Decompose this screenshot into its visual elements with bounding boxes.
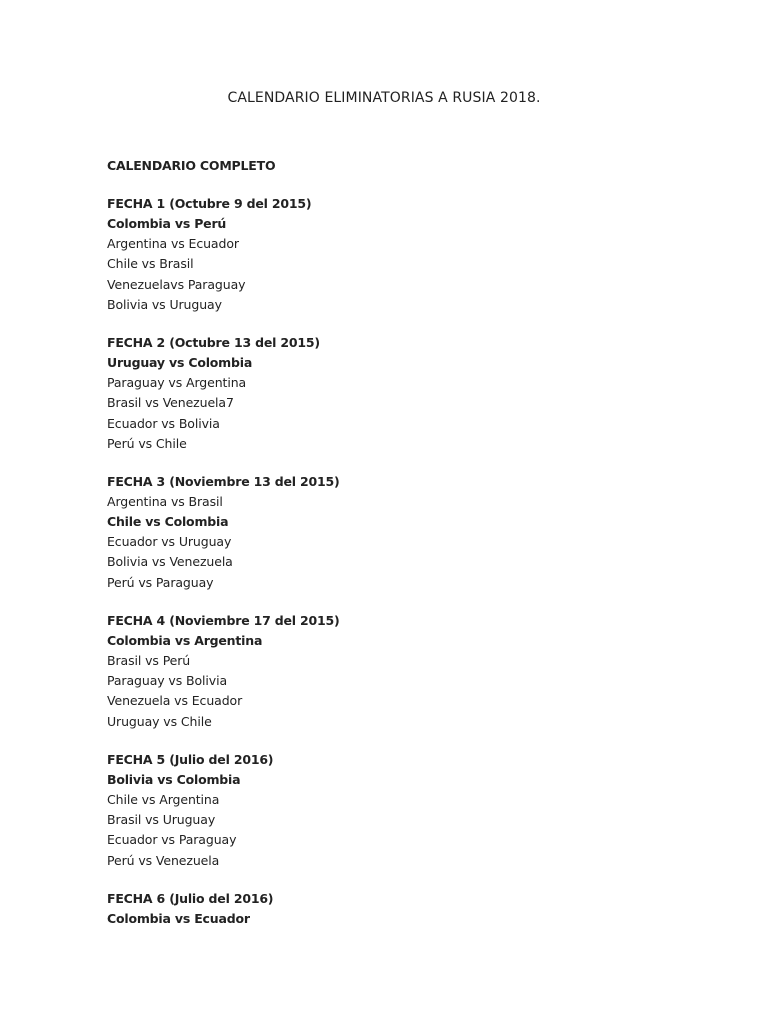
match-item: Ecuador vs Uruguay (107, 534, 232, 550)
match-item: Venezuelavs Paraguay (107, 276, 246, 292)
fecha-section (107, 750, 707, 871)
match-item-highlighted: Chile vs Colombia (107, 514, 229, 530)
match-item: Brasil vs Perú (107, 653, 191, 668)
match-item: Paraguay vs Bolivia (107, 673, 228, 689)
fecha-section (107, 611, 707, 732)
match-item: Brasil vs Venezuela7 (107, 395, 234, 411)
fecha-list (107, 194, 707, 929)
match-item: Argentina vs Brasil (107, 493, 223, 509)
match-item: Ecuador vs Bolivia (107, 415, 220, 431)
fecha-title: FECHA 4 (Noviembre 17 del 2015) (107, 612, 340, 628)
fecha-title: FECHA 5 (Julio del 2016) (107, 751, 274, 767)
fecha-section (107, 194, 707, 315)
match-item: Paraguay vs Argentina (107, 375, 247, 391)
match-item: Perú vs Paraguay (107, 574, 214, 590)
document-title: CALENDARIO ELIMINATORIAS A RUSIA 2018. (227, 90, 541, 106)
match-item: Argentina vs Ecuador (107, 236, 239, 252)
fecha-section (107, 472, 707, 593)
match-item-highlighted: Colombia vs Perú (107, 216, 227, 231)
fecha-title: FECHA 1 (Octubre 9 del 2015) (107, 196, 312, 211)
fecha-title: FECHA 2 (Octubre 13 del 2015) (107, 334, 320, 350)
match-item: Bolivia vs Venezuela (107, 554, 233, 570)
match-item: Ecuador vs Paraguay (107, 832, 237, 848)
fecha-section (107, 333, 707, 454)
match-item: Bolivia vs Uruguay (107, 296, 222, 312)
fecha-section (107, 889, 707, 929)
match-item: Uruguay vs Chile (107, 713, 212, 729)
fecha-title: FECHA 3 (Noviembre 13 del 2015) (107, 473, 340, 489)
match-item-highlighted: Bolivia vs Colombia (107, 771, 241, 787)
calendar-heading: CALENDARIO COMPLETO (107, 158, 276, 173)
match-item: Chile vs Argentina (107, 791, 220, 807)
match-item: Perú vs Venezuela (107, 852, 220, 868)
match-item: Chile vs Brasil (107, 256, 194, 272)
match-item: Venezuela vs Ecuador (107, 693, 243, 709)
match-item: Perú vs Chile (107, 435, 187, 451)
match-item-highlighted: Colombia vs Ecuador (107, 910, 250, 926)
match-item: Brasil vs Uruguay (107, 812, 216, 828)
fecha-title: FECHA 6 (Julio del 2016) (107, 890, 274, 906)
match-item-highlighted: Colombia vs Argentina (107, 632, 263, 648)
match-item-highlighted: Uruguay vs Colombia (107, 354, 253, 370)
document-content (107, 156, 707, 929)
